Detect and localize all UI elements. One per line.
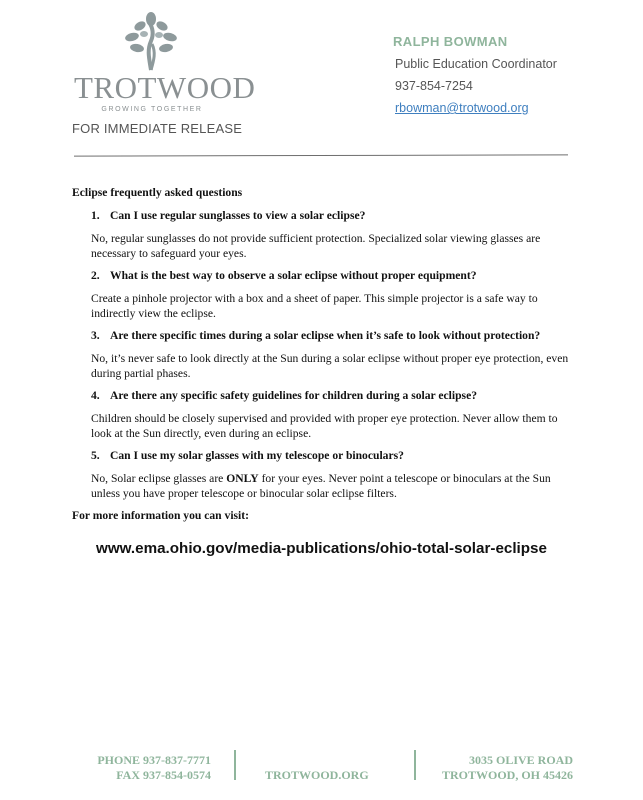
footer-address-city: TROTWOOD, OH 45426 xyxy=(441,768,573,782)
footer-contact xyxy=(97,753,211,783)
contact-block xyxy=(393,34,557,115)
contact-name: RALPH BOWMAN xyxy=(393,34,508,49)
header-divider xyxy=(74,154,568,156)
contact-phone: 937-854-7254 xyxy=(395,79,473,93)
more-info-label: For more information you can visit: xyxy=(72,509,250,522)
faq-question: 3. Are there specific times during a solar eclipse when it’s safe to look without protection? xyxy=(91,329,541,342)
faq-answer: Children should be closely supervised and provided with proper eye protection. Never allow them to look at the Sun directly, even during an eclipse. xyxy=(91,412,558,440)
footer-address-street: 3035 OLIVE ROAD xyxy=(468,753,573,767)
faq-answer: No, it’s never safe to look directly at the Sun during a solar eclipse without proper eye protection, even during partial phases. xyxy=(91,352,569,380)
footer-website[interactable]: TROTWOOD.ORG xyxy=(265,768,369,782)
footer-fax: FAX 937-854-0574 xyxy=(116,768,211,782)
release-label: FOR IMMEDIATE RELEASE xyxy=(72,121,243,136)
faq-answer: No, Solar eclipse glasses are ONLY for your eyes. Never point a telescope or binoculars at the Sun unless you have proper telescope or binocular solar eclipse filters. xyxy=(91,472,551,500)
faq-answer: Create a pinhole projector with a box and a sheet of paper. This simple projector is a safe way to indirectly view the eclipse. xyxy=(91,292,538,320)
faq-section xyxy=(72,185,572,523)
logo-tagline: GROWING TOGETHER xyxy=(101,106,203,113)
footer-phone: PHONE 937-837-7771 xyxy=(97,753,211,767)
faq-question: 5. Can I use my solar glasses with my telescope or binoculars? xyxy=(91,449,404,462)
logo-wordmark: TROTWOOD xyxy=(74,70,256,105)
footer-address xyxy=(442,753,573,783)
faq-question: 1. Can I use regular sunglasses to view a solar eclipse? xyxy=(91,209,366,222)
faq-answer: No, regular sunglasses do not provide sufficient protection. Specialized solar viewing glasses are necessary to safeguard your eyes. xyxy=(91,232,541,260)
tree-logo-icon xyxy=(120,10,182,72)
footer-divider xyxy=(234,750,236,780)
resource-url-link[interactable]: www.ema.ohio.gov/media-publications/ohio-total-solar-eclipse xyxy=(96,540,547,557)
footer-divider xyxy=(414,750,416,780)
contact-title: Public Education Coordinator xyxy=(395,57,557,71)
faq-question: 4. Are there any specific safety guidelines for children during a solar eclipse? xyxy=(91,389,478,402)
faq-heading: Eclipse frequently asked questions xyxy=(72,186,243,199)
footer xyxy=(0,750,643,784)
faq-question: 2. What is the best way to observe a solar eclipse without proper equipment? xyxy=(91,269,477,282)
contact-email-link[interactable]: rbowman@trotwood.org xyxy=(395,101,529,115)
